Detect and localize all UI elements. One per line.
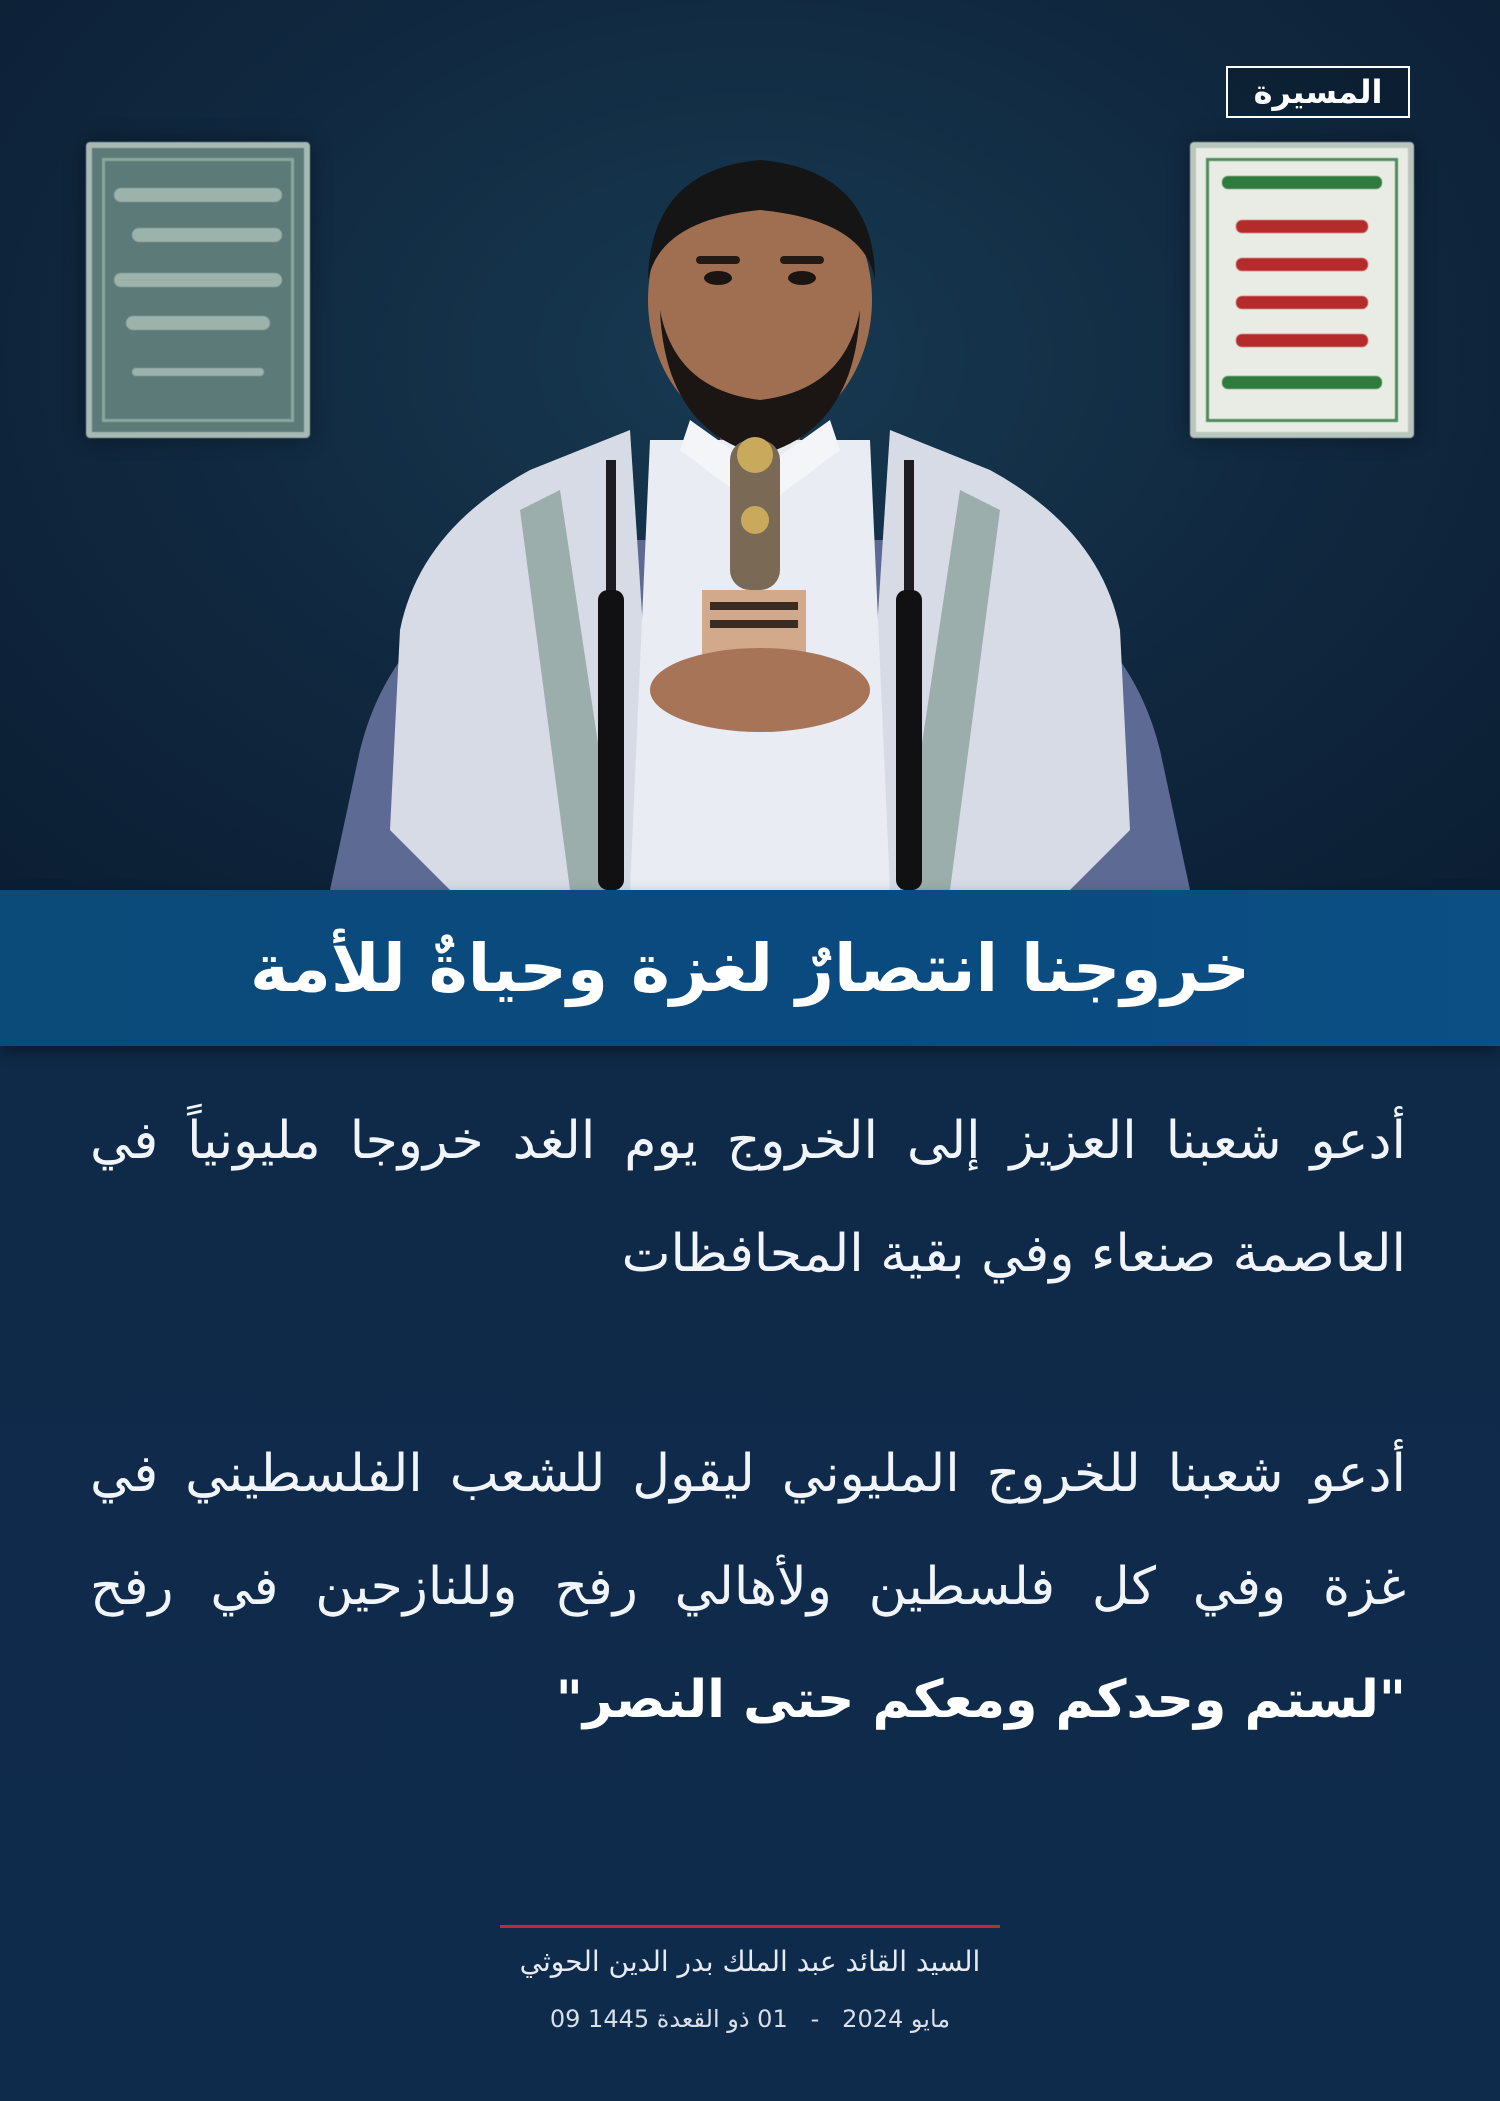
green-banner-left	[86, 142, 310, 438]
speaker-name: السيد القائد عبد الملك بدر الدين الحوثي	[519, 1945, 981, 1978]
slogan-banner-right	[1190, 142, 1414, 438]
date-hijri: 01 ذو القعدة 1445	[588, 2005, 788, 2033]
quote-paragraph-2	[90, 1418, 1406, 1757]
speaker-portrait	[330, 110, 1190, 890]
date-separator: -	[810, 2005, 820, 2033]
almasirah-logo: المسيرة	[1226, 66, 1410, 118]
quote-emphasis: "لستم وحدكم ومعكم حتى النصر"	[555, 1670, 1406, 1730]
quote-paragraph-2-text: أدعو شعبنا للخروج المليوني ليقول للشعب الفلسطيني في غزة وفي كل فلسطين ولأهالي رفح وللنازحين في رفح	[90, 1444, 1406, 1617]
headline-bar	[0, 890, 1500, 1046]
date-gregorian: 09 مايو 2024	[549, 2005, 951, 2033]
red-divider	[500, 1925, 1000, 1928]
quote-paragraph-1: أدعو شعبنا العزيز إلى الخروج يوم الغد خروجا مليونياً في العاصمة صنعاء وفي بقية المحافظات	[90, 1111, 1406, 1284]
headline: خروجنا انتصارٌ لغزة وحياةٌ للأمة	[249, 929, 1251, 1007]
date-line	[0, 2005, 1500, 2033]
speaker-photo	[0, 0, 1500, 890]
